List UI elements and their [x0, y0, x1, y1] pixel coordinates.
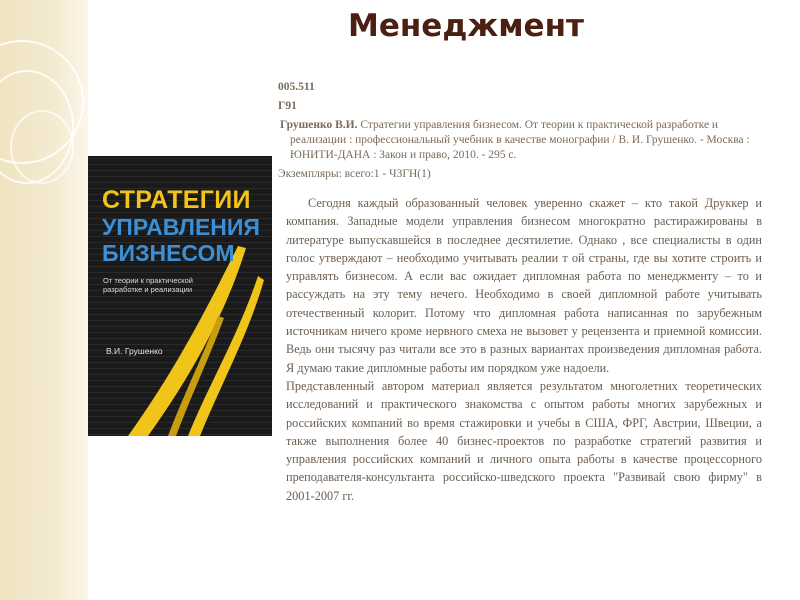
- slide-title: [296, 8, 636, 44]
- decorative-ring: [10, 110, 74, 184]
- record-author: Грушенко В.И.: [280, 119, 358, 131]
- annotation-text: [286, 194, 762, 505]
- cover-title-line3: БИЗНЕСОМ: [102, 240, 235, 266]
- record-description-block: [280, 118, 768, 163]
- record-description: Стратегии управления бизнесом. От теории к практической разработке и реализации : профессиональный учебник в качестве монографии / В. И. Грушенко. - Москва : ЮНИТИ-ДАНА : Закон и право, 2010. - 295 с.: [290, 119, 750, 161]
- record-index: Г91: [278, 100, 297, 112]
- cover-title-line1: СТРАТЕГИИ: [102, 186, 251, 214]
- annotation-paragraph-2: Представленный автором материал является результатом многолетних теоретических исследований и практического знакомства с опытом работы многих зарубежных и российских компаний во время стажировки и учебы в США, ФРГ, Австрии, Швеции, а также выполнения более 40 бизнес-проектов по разработке стратегий развития и управления российских компаний и личного опыта работы в качестве процессорного преподавателя-консультанта российско-шведского проекта "Развивай свою фирму" в 2001-2007 гг.: [286, 378, 762, 503]
- slide-title-text: Менеджмент: [348, 8, 584, 44]
- bibliographic-record: [278, 80, 768, 186]
- cover-title-line2: УПРАВЛЕНИЯ: [102, 214, 260, 240]
- decorative-side-strip: [0, 0, 88, 600]
- book-cover-image: [88, 156, 272, 436]
- cover-subtitle: От теории к практической разработке и реализации: [103, 276, 193, 294]
- cover-author: В.И. Грушенко: [106, 346, 163, 356]
- record-code: 005.511: [278, 81, 315, 93]
- record-copies: Экземпляры: всего:1 - ЧЗГН(1): [278, 168, 431, 180]
- annotation-paragraph-1: Сегодня каждый образованный человек уверенно скажет – кто такой Друккер и компания. Западные модели управления бизнесом многократно растиражированы в литературе выпускавшейся в последнее десятилетие. Однако , все специалисты в один голос утверждают – необходимо учитывать реалии т ой страны, где вы хотите строить и управлять бизнесом. А если вас ожидает дипломная работа по менеджменту – то и рассуждать на эту тему нечего. Необходимо в своей дипломной работе учитывать отечественный колорит. Потому что дипломная работа написанная по зарубежным источникам ничего кроме нервного смеха не вызовет у рецензента и приемной комиссии. Ведь они тысячу раз читали все это в разных вариантах произведения дипломная работа. Я думаю такие дипломные работы им порядком уже надоели.: [286, 196, 762, 375]
